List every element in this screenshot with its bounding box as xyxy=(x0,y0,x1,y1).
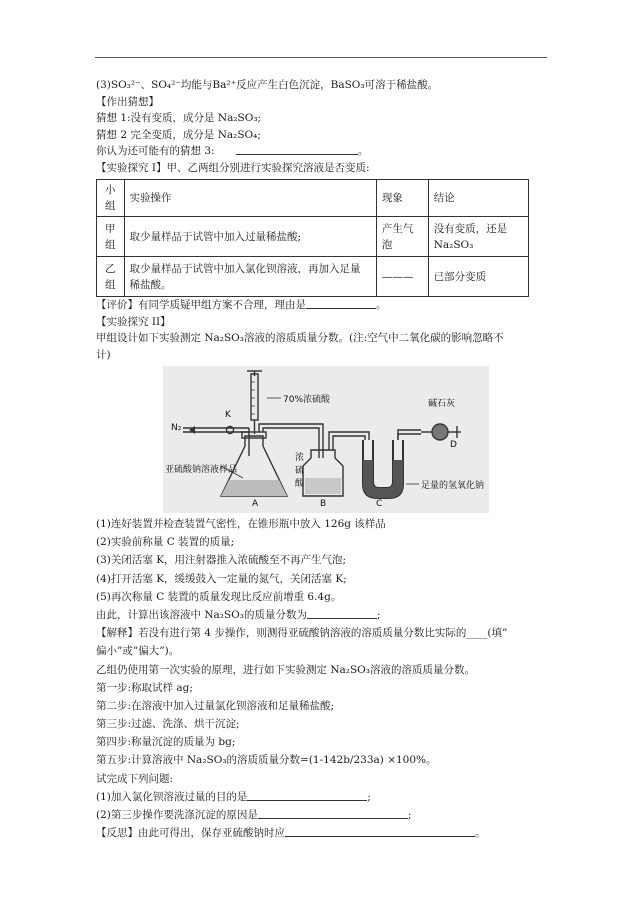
tail-text: 。 xyxy=(376,299,387,311)
label-c: C xyxy=(376,499,383,509)
apparatus-diagram xyxy=(163,366,489,513)
section-heading: 【作出猜想】 xyxy=(96,95,159,108)
label-acid: 70%浓硫酸 xyxy=(283,395,331,405)
label-lime: 碱石灰 xyxy=(428,399,456,409)
text-line: (4)打开活塞 K，缓缓鼓入一定量的氮气，关闭活塞 K; xyxy=(96,572,347,585)
prompt-text: 由此，计算出该溶液中 Na₂SO₃的质量分数为 xyxy=(96,608,308,621)
text-line-with-blank xyxy=(96,297,546,314)
table-cell: ——— xyxy=(376,257,428,297)
table-cell: 取少量样品于试管中加入氯化钡溶液，再加入足量稀盐酸。 xyxy=(124,257,376,297)
text-line: 第一步:称取试样 ag; xyxy=(96,681,193,694)
text-line: 第二步:在溶液中加入过量氯化钡溶液和足量稀盐酸; xyxy=(96,699,335,712)
answer-blank xyxy=(307,607,377,619)
drying-tube-d xyxy=(432,424,448,440)
text-line: (5)再次称量 C 装置的质量发现比反应前增重 6.4g。 xyxy=(96,590,342,603)
text-line: (2)实验前称量 C 装置的质量; xyxy=(96,536,235,549)
tail-text: ; xyxy=(367,790,371,803)
table-cell: 取少量样品于试管中加入过量稀盐酸; xyxy=(124,217,376,257)
table-header-row xyxy=(97,180,529,217)
text-line: (1)连好装置并检查装置气密性，在锥形瓶中放入 126g 该样品 xyxy=(96,518,386,530)
question-text-bottom xyxy=(96,515,546,842)
experiment-table xyxy=(96,179,529,297)
text-line: 试完成下列问题: xyxy=(96,772,174,785)
label-a: A xyxy=(252,499,259,509)
tail-text: 。 xyxy=(357,145,369,157)
label-b: B xyxy=(320,499,327,509)
header-cell: 小组 xyxy=(97,180,125,217)
answer-blank xyxy=(306,297,376,309)
answer-blank xyxy=(258,807,408,819)
section-heading: 【实验探究 I】甲、乙两组分别进行实验探究溶液是否变质: xyxy=(96,161,370,174)
answer-blank xyxy=(247,789,367,801)
prompt-text: (1)加入氯化钡溶液过量的目的是 xyxy=(96,790,248,803)
text-line: 猜想 2 完全变质，成分是 Na₂SO₄; xyxy=(96,128,261,141)
text-line-with-blank xyxy=(96,606,546,624)
header-rule xyxy=(95,57,547,58)
label-sample: 亚硫酸钠溶液样品 xyxy=(165,465,238,475)
text-line: 第五步:计算溶液中 Na₂SO₃的溶质质量分数=(1-142b/233a) ×100%。 xyxy=(96,754,437,767)
text-line: 乙组仍使用第一次实验的原理，进行如下实验测定 Na₂SO₃溶液的溶质质量分数。 xyxy=(96,663,476,676)
table-cell: 甲组 xyxy=(97,217,125,257)
question-text-top xyxy=(96,77,546,176)
text-line-with-blank xyxy=(96,824,546,842)
table-cell: 乙组 xyxy=(97,257,125,297)
table-row xyxy=(97,257,529,297)
table-cell: 产生气泡 xyxy=(376,217,428,257)
text-line: 猜想 1:没有变质，成分是 Na₂SO₃; xyxy=(96,112,262,124)
section-heading: 【实验探究 II】 xyxy=(96,315,171,328)
label-sulf: 硫 xyxy=(295,466,305,476)
text-line: 第四步:称量沉淀的质量为 bg; xyxy=(96,736,236,749)
text-line: 计) xyxy=(96,348,111,361)
tail-text: 。 xyxy=(475,827,486,840)
prompt-text: 【反思】由此可得出，保存亚硫酸钠时应 xyxy=(96,827,285,840)
text-line-with-blank xyxy=(96,806,546,824)
table-cell: 没有变质，还是 Na₂SO₃ xyxy=(428,217,528,257)
answer-blank xyxy=(285,825,475,837)
table-row xyxy=(97,217,529,257)
text-line: (3)关闭活塞 K，用注射器推入浓硫酸至不再产生气泡; xyxy=(96,554,347,567)
text-line-with-blank xyxy=(96,788,546,806)
text-line: 【解释】若没有进行第 4 步操作，则测得亚硫酸钠溶液的溶质质量分数比实际的____(填” xyxy=(96,627,508,640)
answer-blank xyxy=(236,143,358,155)
prompt-text: 你认为还可能有的猜想 3: xyxy=(96,145,215,157)
text-line: 甲组设计如下实验测定 Na₂SO₃溶液的溶质质量分数。(注:空气中二氧化碳的影响忽略不 xyxy=(96,332,504,344)
table-cell: 已部分变质 xyxy=(428,257,528,297)
label-naoh: 足量的氢氧化钠 xyxy=(421,481,485,491)
text-line: 第三步:过滤、洗涤、烘干沉淀; xyxy=(96,718,240,731)
syringe-barrel xyxy=(251,374,258,420)
tail-text: ; xyxy=(377,608,381,621)
header-cell: 结论 xyxy=(428,180,528,217)
header-cell: 现象 xyxy=(376,180,428,217)
label-conc: 浓 xyxy=(295,453,305,463)
prompt-text: (2)第三步操作要洗涤沉淀的原因是 xyxy=(96,809,258,821)
prompt-text: 【评价】有同学质疑甲组方案不合理，理由是 xyxy=(96,299,306,311)
text-line: (3)SO₃²⁻、SO₄²⁻均能与Ba²⁺反应产生白色沉淀，BaSO₃可溶于稀盐酸。 xyxy=(96,79,439,91)
label-valve: K xyxy=(225,410,231,420)
label-n2: N₂ xyxy=(171,423,182,433)
question-text-mid xyxy=(96,297,546,363)
label-d: D xyxy=(450,440,457,450)
tail-text: ; xyxy=(407,809,412,821)
header-cell: 实验操作 xyxy=(124,180,376,217)
text-line-with-blank xyxy=(96,143,546,160)
text-line: 偏小”或”偏大”)。 xyxy=(96,645,180,658)
label-acid2: 酸 xyxy=(295,479,305,489)
